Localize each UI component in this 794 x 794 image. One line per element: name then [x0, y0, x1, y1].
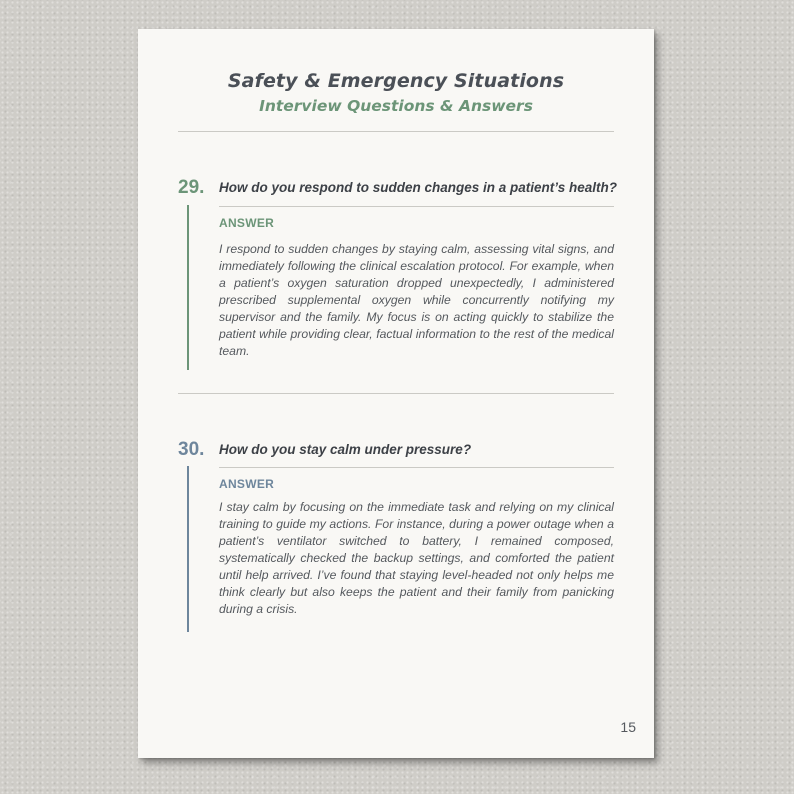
- header-divider: [178, 131, 614, 132]
- answer-label: ANSWER: [219, 477, 275, 491]
- answer-text: I respond to sudden changes by staying calm, assessing vital signs, and immediately following the clinical escalation protocol. For example, when a patient’s oxygen saturation dropped unexpectedly, I administered prescribed supplemental oxygen while concurrently notifying my supervisor and the family. My focus is on acting quickly to stabilize the patient while providing clear, factual information to the rest of the medical team.: [219, 242, 614, 358]
- question-number: 29.: [178, 177, 205, 198]
- page-number: 15: [620, 719, 636, 735]
- answer-accent-bar: [187, 466, 189, 632]
- document-page: [138, 29, 654, 758]
- page-subtitle: Interview Questions & Answers: [259, 97, 533, 115]
- answer-label: ANSWER: [219, 216, 275, 230]
- header: [138, 69, 654, 119]
- question-text: How do you respond to sudden changes in a patient’s health?: [219, 180, 618, 195]
- answer-text: I stay calm by focusing on the immediate task and relying on my clinical training to guide my actions. For instance, during a power outage when a patient’s ventilator switched to battery, I remained composed, systematically checked the backup settings, and comforted the patient until help arrived. I’ve found that staying level-headed not only helps me think clearly but also keeps the patient and their family from panicking during a crisis.: [219, 500, 614, 616]
- section-divider: [178, 393, 614, 394]
- question-divider: [219, 206, 614, 207]
- question-text: How do you stay calm under pressure?: [219, 442, 472, 457]
- answer-accent-bar: [187, 205, 189, 370]
- question-number: 30.: [178, 439, 205, 460]
- page-title: Safety & Emergency Situations: [227, 70, 565, 92]
- question-divider: [219, 467, 614, 468]
